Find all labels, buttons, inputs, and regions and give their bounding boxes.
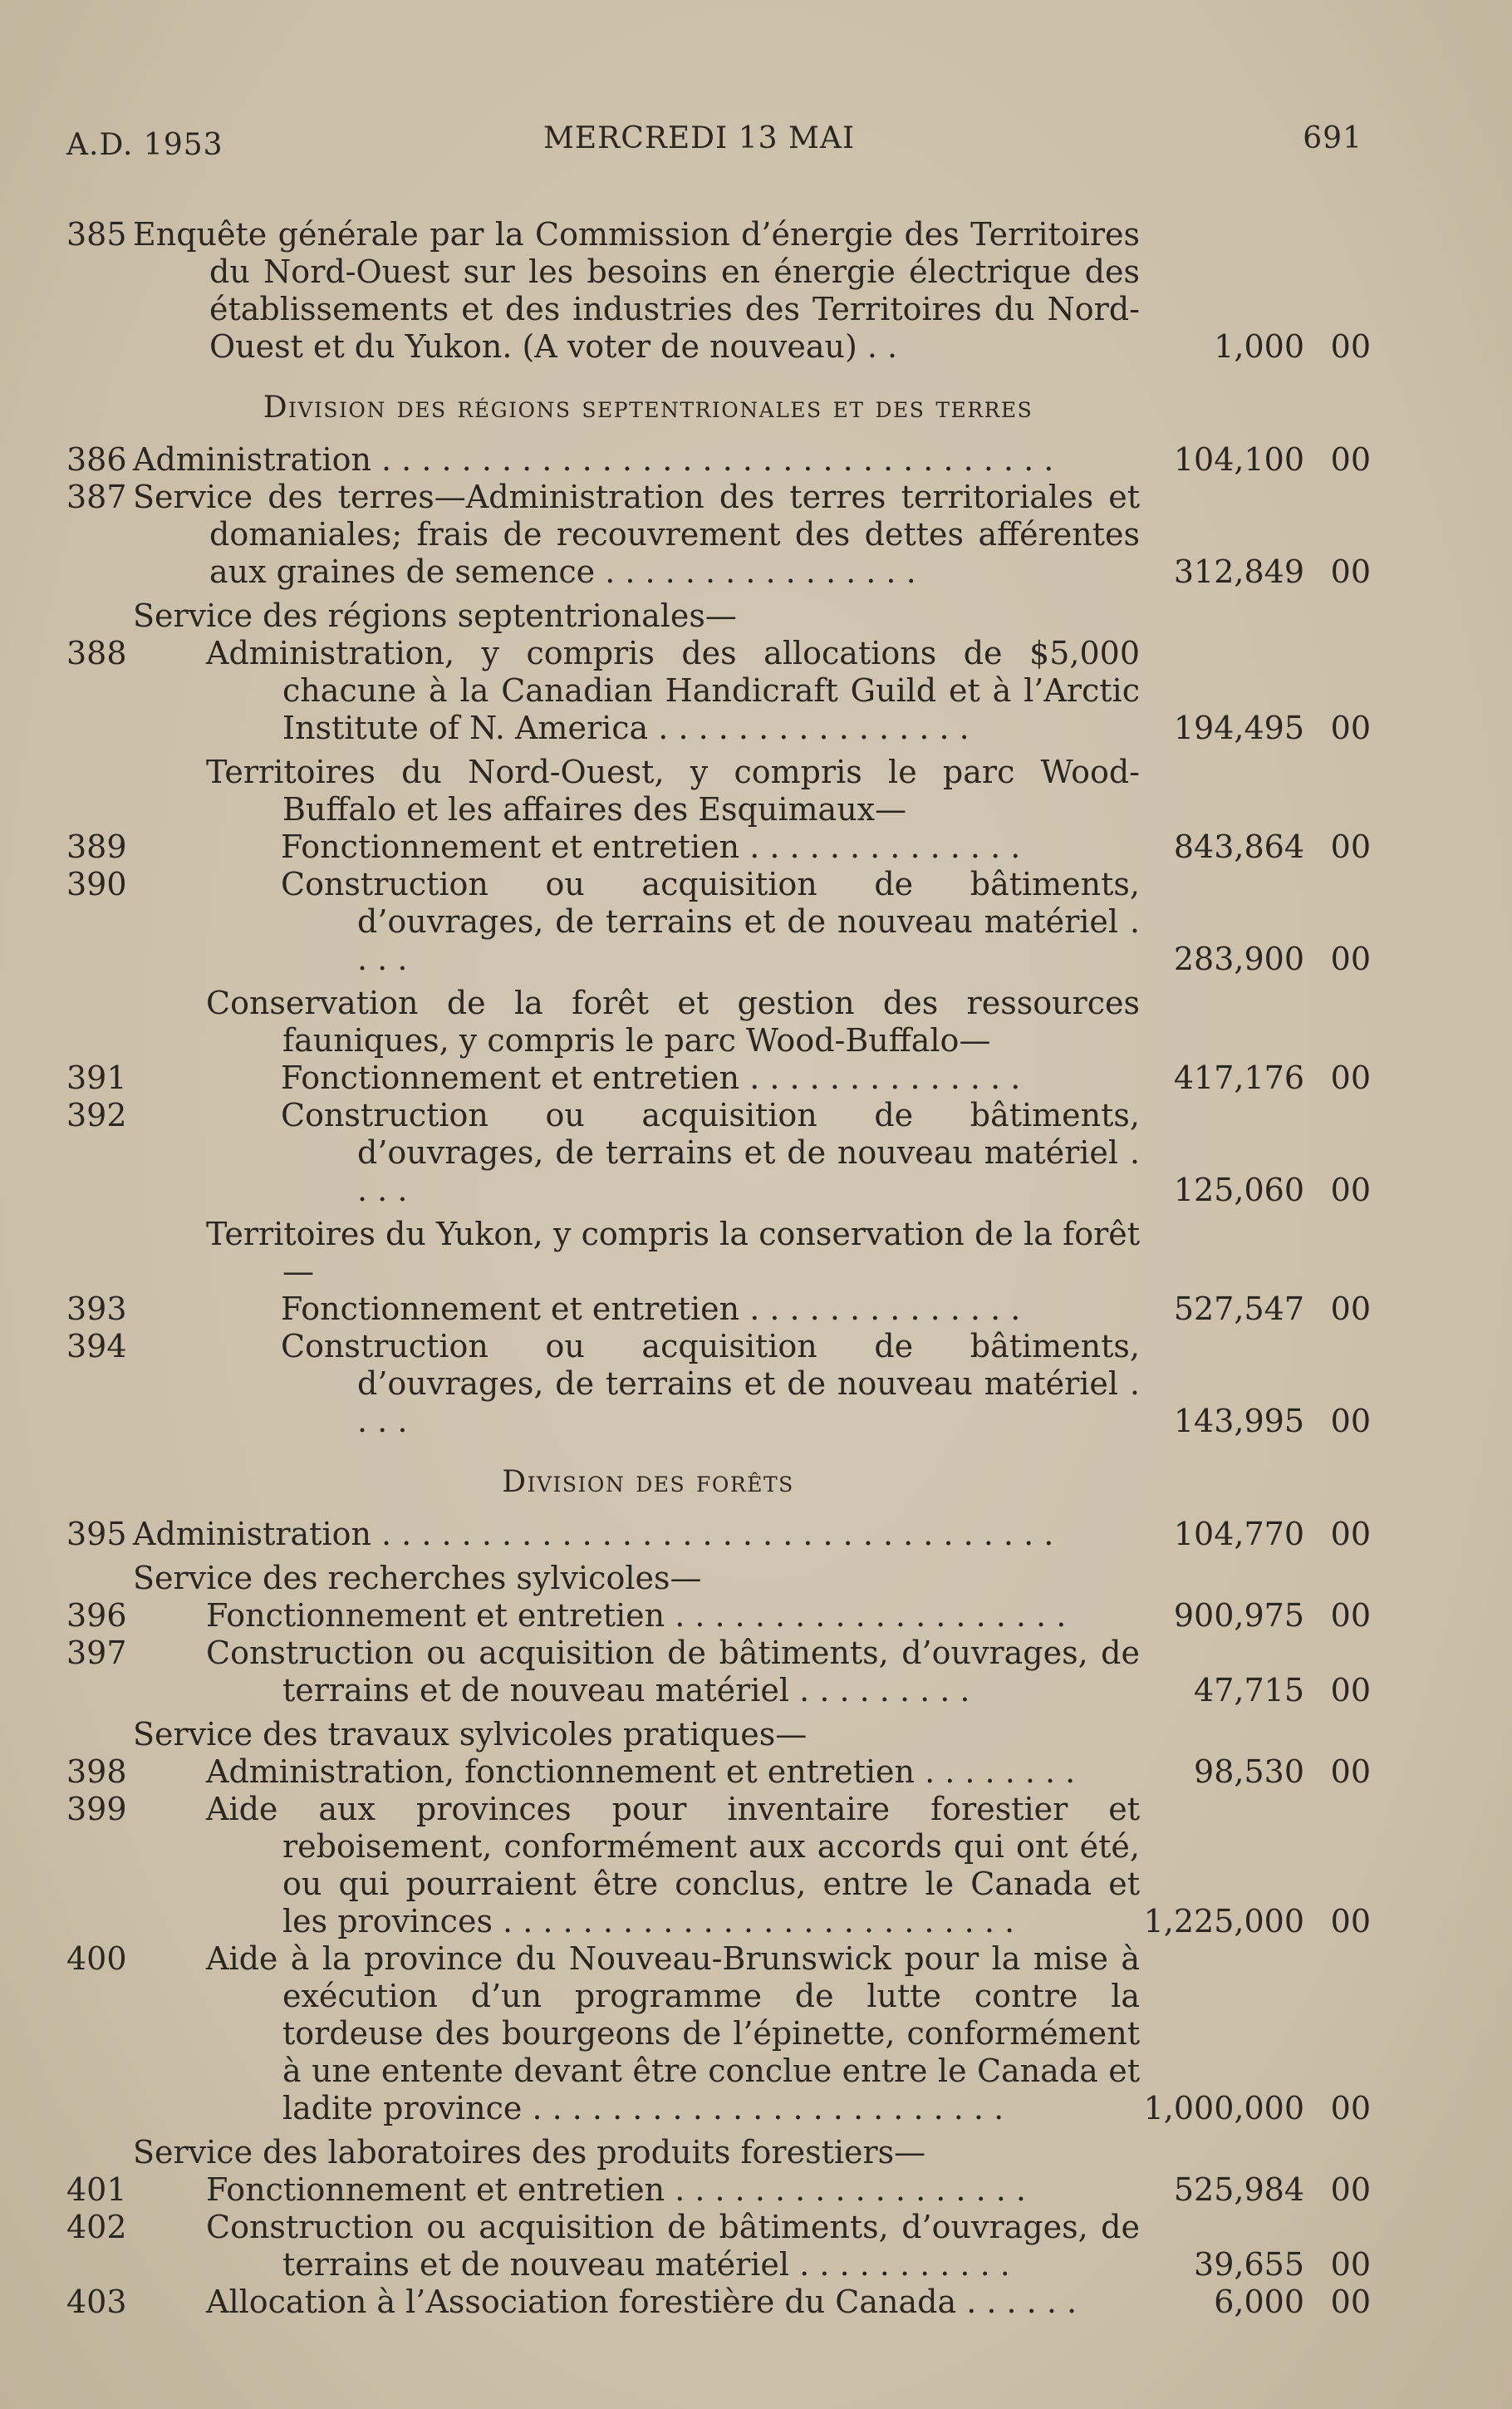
amount-cents: 00	[1330, 1403, 1371, 1439]
item-number: 397	[66, 1635, 127, 1671]
amount-dollars: 417,176	[1173, 1059, 1304, 1096]
amount-dollars: 527,547	[1173, 1291, 1304, 1327]
item-text: Service des laboratoires des produits forestiers—	[133, 2134, 926, 2171]
item-text: Construction ou acquisition de bâtiments, d’ouvrages, de terrains et de nouveau matériel . . . . . . . . . . .	[206, 2209, 1140, 2283]
item-amount	[1105, 441, 1371, 479]
amount-dollars: 39,655	[1194, 2246, 1304, 2283]
item-number: 400	[66, 1940, 127, 1977]
amount-cents: 00	[1330, 441, 1371, 478]
item-amount	[1105, 1672, 1371, 1709]
item-number: 385	[66, 216, 127, 253]
amount-cents: 00	[1330, 1903, 1371, 1939]
amount-dollars: 143,995	[1173, 1403, 1304, 1439]
amount-cents: 00	[1330, 2171, 1371, 2208]
subheading	[58, 985, 1371, 1059]
item-text: Administration . . . . . . . . . . . . . . . . . . . . . . . . . . . . . . . . . .	[133, 1516, 1054, 1552]
item-number: 389	[66, 828, 127, 865]
item-amount	[1105, 1172, 1371, 1209]
item-text: Fonctionnement et entretien . . . . . . . . . . . . . .	[281, 1059, 1021, 1096]
item-number: 392	[66, 1097, 127, 1133]
item-text: Service des recherches sylvicoles—	[133, 1560, 702, 1596]
estimate-item	[58, 1291, 1371, 1328]
amount-cents: 00	[1330, 2246, 1371, 2283]
amount-cents: 00	[1330, 328, 1371, 365]
section-heading: Division des forêts	[502, 1465, 794, 1499]
amount-cents: 00	[1330, 1516, 1371, 1552]
amount-dollars: 283,900	[1173, 941, 1304, 977]
subheading	[58, 754, 1371, 828]
item-text: Service des terres—Administration des terres territoriales et domaniales; frais de recouvrement des dettes afférentes aux graines de semence . . . . . . . . . . . . . . . .	[133, 479, 1140, 590]
item-text: Administration . . . . . . . . . . . . . . . . . . . . . . . . . . . . . . . . . .	[133, 441, 1054, 478]
item-text: Construction ou acquisition de bâtiments, d’ouvrages, de terrains et de nouveau matériel . . . . . . . . .	[206, 1635, 1140, 1708]
estimate-item	[58, 1097, 1371, 1209]
item-amount	[1105, 1059, 1371, 1097]
amount-cents: 00	[1330, 2284, 1371, 2320]
estimate-item	[58, 479, 1371, 591]
amount-dollars: 525,984	[1173, 2171, 1304, 2208]
amount-cents: 00	[1330, 710, 1371, 746]
estimates-list	[58, 216, 1371, 2321]
item-amount	[1105, 2090, 1371, 2127]
subheading	[58, 1560, 1371, 1597]
subheading	[58, 2134, 1371, 2171]
amount-dollars: 104,770	[1173, 1516, 1304, 1552]
estimate-item	[58, 1059, 1371, 1097]
amount-cents: 00	[1330, 1753, 1371, 1790]
amount-cents: 00	[1330, 1672, 1371, 1708]
amount-dollars: 900,975	[1173, 1597, 1304, 1634]
item-text: Administration, fonctionnement et entretien . . . . . . . .	[206, 1753, 1076, 1790]
item-number: 386	[66, 441, 127, 478]
item-amount	[1105, 941, 1371, 978]
item-text: Allocation à l’Association forestière du Canada . . . . . .	[206, 2284, 1078, 2320]
amount-cents: 00	[1330, 828, 1371, 865]
item-text: Construction ou acquisition de bâtiments, d’ouvrages, de terrains et de nouveau matériel . . . .	[281, 866, 1140, 977]
item-text: Enquête générale par la Commission d’énergie des Territoires du Nord-Ouest sur les besoins en énergie électrique des établissements et des industries des Territoires du Nord-Ouest et du Yukon. (A voter de nouveau) . .	[133, 216, 1140, 365]
amount-cents: 00	[1330, 1597, 1371, 1634]
page-header	[66, 121, 1362, 171]
header-date: MERCREDI 13 MAI	[543, 121, 856, 155]
item-text: Administration, y compris des allocations de $5,000 chacune à la Canadian Handicraft Guild et à l’Arctic Institute of N. America . . . . . . . . . . . . . . . .	[206, 635, 1140, 746]
item-number: 391	[66, 1059, 127, 1096]
amount-dollars: 104,100	[1173, 441, 1304, 478]
estimate-item	[58, 635, 1371, 747]
estimate-item	[58, 1597, 1371, 1635]
amount-dollars: 194,495	[1173, 710, 1304, 746]
item-text: Service des travaux sylvicoles pratiques—	[133, 1716, 808, 1753]
estimate-item	[58, 216, 1371, 366]
estimate-item	[58, 1791, 1371, 1940]
amount-dollars: 1,225,000	[1143, 1903, 1304, 1939]
item-amount	[1105, 1403, 1371, 1440]
item-number: 390	[66, 866, 127, 902]
item-number: 388	[66, 635, 127, 671]
item-text: Construction ou acquisition de bâtiments, d’ouvrages, de terrains et de nouveau matériel . . . .	[281, 1097, 1140, 1208]
item-number: 396	[66, 1597, 127, 1634]
item-amount	[1105, 1291, 1371, 1328]
item-text: Fonctionnement et entretien . . . . . . . . . . . . . . . . . . . .	[206, 1597, 1067, 1634]
item-text: Fonctionnement et entretien . . . . . . . . . . . . . .	[281, 828, 1021, 865]
estimate-item	[58, 1328, 1371, 1440]
item-number: 401	[66, 2171, 127, 2208]
item-text: Territoires du Yukon, y compris la conservation de la forêt—	[206, 1216, 1140, 1290]
item-text: Territoires du Nord-Ouest, y compris le parc Wood-Buffalo et les affaires des Esquimaux—	[206, 754, 1140, 828]
item-amount	[1105, 1753, 1371, 1791]
item-amount	[1105, 2171, 1371, 2209]
item-amount	[1105, 553, 1371, 591]
subheading	[58, 1716, 1371, 1753]
item-number: 387	[66, 479, 127, 515]
amount-cents: 00	[1330, 1172, 1371, 1208]
amount-dollars: 843,864	[1173, 828, 1304, 865]
item-number: 394	[66, 1328, 127, 1364]
item-amount	[1105, 2284, 1371, 2321]
estimate-item	[58, 1516, 1371, 1553]
subheading	[58, 597, 1371, 635]
item-text: Construction ou acquisition de bâtiments, d’ouvrages, de terrains et de nouveau matériel . . . .	[281, 1328, 1140, 1439]
amount-cents: 00	[1330, 1059, 1371, 1096]
estimate-item	[58, 866, 1371, 978]
item-text: Fonctionnement et entretien . . . . . . . . . . . . . . . . . .	[206, 2171, 1026, 2208]
item-amount	[1105, 2246, 1371, 2284]
estimate-item	[58, 1753, 1371, 1791]
item-number: 395	[66, 1516, 127, 1552]
estimate-item	[58, 2284, 1371, 2321]
amount-dollars: 6,000	[1214, 2284, 1304, 2320]
item-number: 398	[66, 1753, 127, 1790]
item-text: Aide aux provinces pour inventaire forestier et reboisement, conformément aux accords qui ont été, ou qui pourraient être conclus, entre le Canada et les provinces . . . . . . . . . . . . . . . . . . . . . . . . . .	[206, 1791, 1140, 1939]
estimate-item	[58, 2209, 1371, 2284]
item-amount	[1105, 828, 1371, 866]
amount-dollars: 312,849	[1173, 553, 1304, 590]
estimate-item	[58, 441, 1371, 479]
item-number: 403	[66, 2284, 127, 2320]
item-text: Service des régions septentrionales—	[133, 597, 737, 634]
item-amount	[1105, 328, 1371, 366]
amount-cents: 00	[1330, 553, 1371, 590]
item-amount	[1105, 1597, 1371, 1635]
amount-cents: 00	[1330, 941, 1371, 977]
amount-dollars: 98,530	[1194, 1753, 1304, 1790]
amount-dollars: 125,060	[1173, 1172, 1304, 1208]
item-text: Conservation de la forêt et gestion des ressources fauniques, y compris le parc Wood-Buffalo—	[206, 985, 1140, 1059]
section-heading: Division des régions septentrionales et des terres	[263, 391, 1033, 425]
header-year: A.D. 1953	[66, 128, 223, 162]
estimate-item	[58, 1635, 1371, 1709]
subheading	[58, 1216, 1371, 1291]
estimate-item	[58, 828, 1371, 866]
item-amount	[1105, 1903, 1371, 1940]
amount-cents: 00	[1330, 2090, 1371, 2126]
amount-cents: 00	[1330, 1291, 1371, 1327]
page-number: 691	[1303, 121, 1362, 155]
item-amount	[1105, 1516, 1371, 1553]
estimate-item	[58, 2171, 1371, 2209]
amount-dollars: 1,000,000	[1143, 2090, 1304, 2126]
item-number: 393	[66, 1291, 127, 1327]
item-text: Aide à la province du Nouveau-Brunswick pour la mise à exécution d’un programme de lutte contre la tordeuse des bourgeons de l’épinette, conformément à une entente devant être conclue entre le Canada et ladite province . . . . . . . . . . . . . . . . . . . . . . . .	[206, 1940, 1140, 2126]
item-number: 399	[66, 1791, 127, 1827]
amount-dollars: 47,715	[1194, 1672, 1304, 1708]
item-amount	[1105, 710, 1371, 747]
item-number: 402	[66, 2209, 127, 2245]
estimate-item	[58, 1940, 1371, 2127]
amount-dollars: 1,000	[1214, 328, 1304, 365]
item-text: Fonctionnement et entretien . . . . . . . . . . . . . .	[281, 1291, 1021, 1327]
